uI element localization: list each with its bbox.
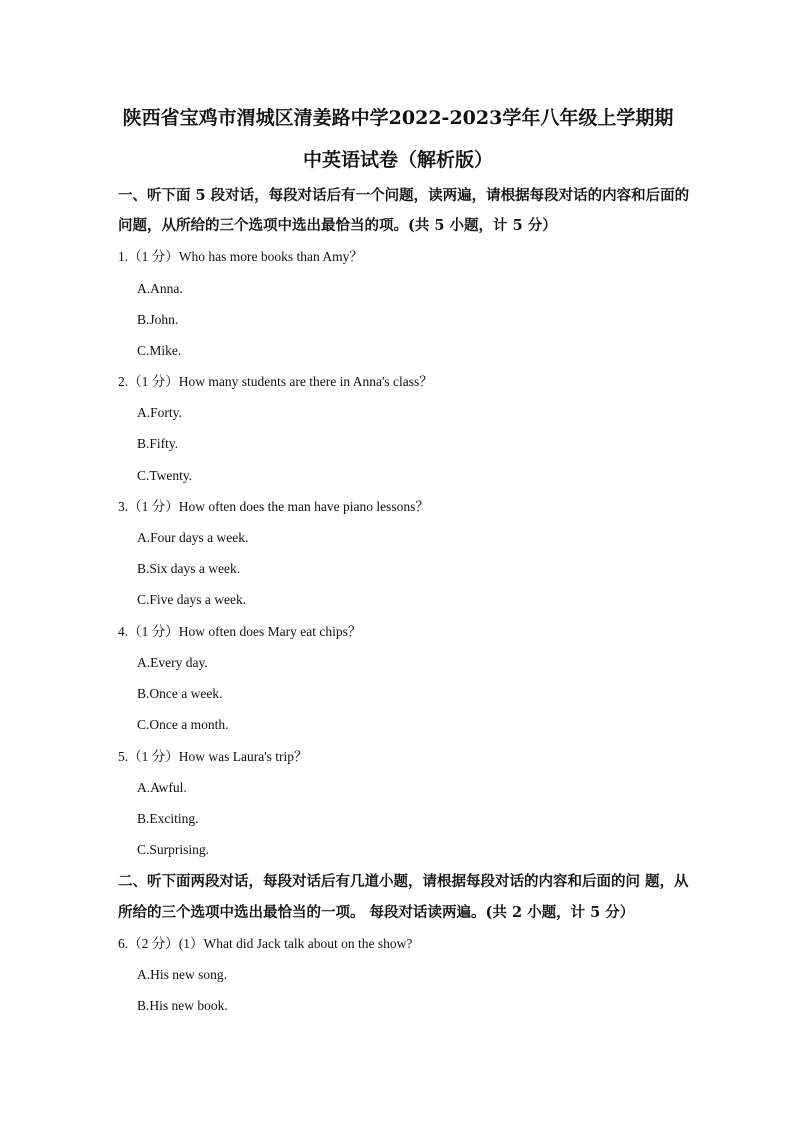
- question-3-option-a: A.Four days a week.: [137, 530, 249, 545]
- question-5-stem: 5.（1 分）How was Laura's trip？: [118, 749, 308, 764]
- question-2-option-a: A.Forty.: [137, 405, 182, 420]
- question-4-stem: 4.（1 分）How often does Mary eat chips？: [118, 624, 362, 639]
- question-5-option-b: B.Exciting.: [137, 811, 199, 826]
- question-5-option-c: C.Surprising.: [137, 842, 210, 857]
- question-4-option-a: A.Every day.: [137, 655, 208, 670]
- question-4-option-b: B.Once a week.: [137, 686, 223, 701]
- question-2-option-b: B.Fifty.: [137, 436, 179, 451]
- question-3-stem: 3.（1 分）How often does the man have piano lessons？: [118, 499, 429, 514]
- page-title-line-2: 中英语试卷（解析版）: [302, 149, 493, 171]
- question-4-option-c: C.Once a month.: [137, 717, 229, 732]
- question-1-stem: 1.（1 分）Who has more books than Amy？: [118, 249, 363, 264]
- question-3-option-c: C.Five days a week.: [137, 592, 247, 607]
- page-title-line-1: 陕西省宝鸡市渭城区清姜路中学2022-2023学年八年级上学期期: [122, 107, 674, 129]
- question-1-option-c: C.Mike.: [137, 343, 182, 358]
- question-6-stem: 6.（2 分）(1）What did Jack talk about on the show?: [118, 936, 413, 951]
- section-1-instruction-line-2: 问题，从所给的三个选项中选出最恰当的项。(共 5 小题，计 5 分）: [118, 217, 557, 234]
- question-1-option-b: B.John.: [137, 312, 179, 327]
- question-2-stem: 2.（1 分）How many students are there in Anna's class？: [118, 374, 433, 389]
- section-2-instruction-line-2: 所给的三个选项中选出最恰当的一项。 每段对话读两遍。(共 2 小题，计 5 分）: [118, 904, 635, 921]
- section-2-instruction-line-1: 二、听下面两段对话，每段对话后有几道小题，请根据每段对话的内容和后面的问 题，从: [118, 873, 689, 890]
- question-6-option-a: A.His new song.: [137, 967, 227, 982]
- question-2-option-c: C.Twenty.: [137, 468, 193, 483]
- section-1-instruction-line-1: 一、听下面 5 段对话，每段对话后有一个问题，读两遍，请根据每段对话的内容和后面的: [118, 187, 690, 204]
- question-3-option-b: B.Six days a week.: [137, 561, 241, 576]
- question-5-option-a: A.Awful.: [137, 780, 187, 795]
- question-6-option-b: B.His new book.: [137, 998, 228, 1013]
- question-1-option-a: A.Anna.: [137, 281, 183, 296]
